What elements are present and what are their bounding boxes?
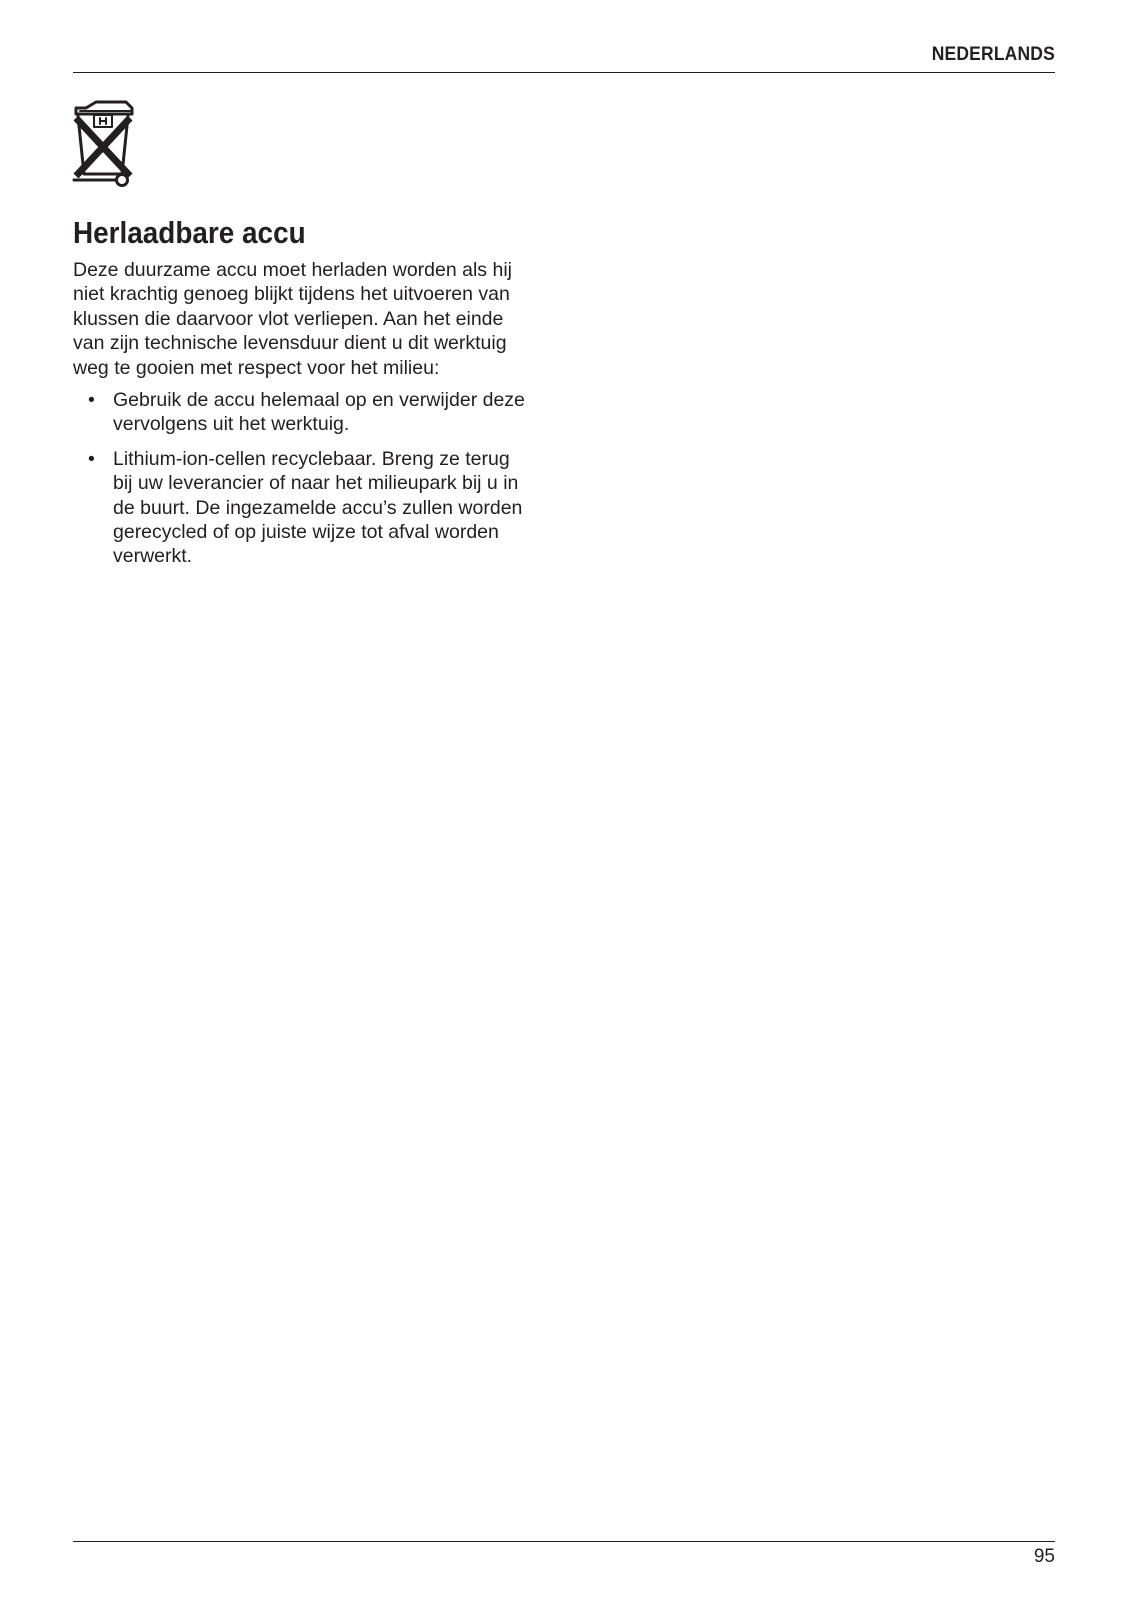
list-item-line: vervolgens uit het werktuig. [113, 413, 350, 436]
paragraph-line: niet krachtig genoeg blijkt tijdens het uitvoeren van [73, 283, 510, 306]
list-item-line: bij uw leverancier of naar het milieupark bij u in [113, 472, 519, 495]
footer-rule [73, 1541, 1055, 1542]
list-item-line: de buurt. De ingezamelde accu’s zullen worden [113, 496, 523, 519]
section-title: Herlaadbare accu [73, 215, 306, 250]
list-item [73, 388, 563, 437]
header-language-label: NEDERLANDS [931, 44, 1055, 65]
crossed-out-wheelie-bin-icon [70, 100, 140, 190]
list-item-line: verwerkt. [113, 545, 193, 568]
paragraph-line: weg te gooien met respect voor het milieu: [73, 356, 440, 379]
disposal-steps-list [73, 388, 563, 579]
list-item-line: Gebruik de accu helemaal op en verwijder deze [113, 389, 525, 411]
page-number: 95 [1033, 1546, 1055, 1567]
bullet-marker: • [88, 447, 95, 470]
bullet-marker: • [88, 389, 95, 411]
paragraph-line: Deze duurzame accu moet herladen worden als hij [73, 259, 512, 281]
intro-paragraph [73, 258, 553, 380]
header-rule [73, 72, 1055, 73]
list-item-line: gerecycled of op juiste wijze tot afval worden [113, 521, 499, 544]
list-item-line: Lithium-ion-cellen recyclebaar. Breng ze terug [113, 447, 510, 470]
paragraph-line: klussen die daarvoor vlot verliepen. Aan het einde [73, 307, 504, 330]
list-item [73, 447, 563, 569]
paragraph-line: van zijn technische levensduur dient u dit werktuig [73, 332, 507, 355]
